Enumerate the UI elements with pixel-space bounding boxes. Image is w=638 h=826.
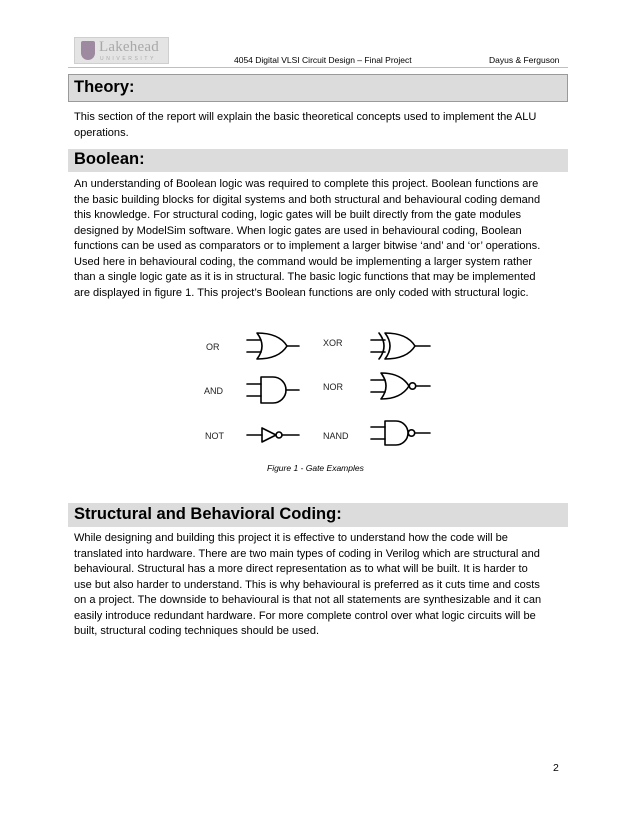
theory-heading: Theory: bbox=[74, 78, 135, 96]
boolean-line: than a single logic gate as it is in structural. The basic logic functions that may be implemented bbox=[74, 271, 536, 283]
figure-caption: Figure 1 - Gate Examples bbox=[267, 463, 364, 473]
boolean-heading: Boolean: bbox=[74, 150, 145, 168]
theory-line: This section of the report will explain the basic theoretical concepts used to implement the ALU bbox=[74, 111, 537, 123]
boolean-line: Used here in behavioural coding, the command would be implementing a larger system rather bbox=[74, 255, 533, 268]
boolean-line: designed by ModelSim software. When logic gates are used in behavioural coding, Boolean bbox=[74, 224, 522, 237]
gate-symbols bbox=[195, 323, 445, 453]
boolean-line: the basic building blocks for digital systems and both structural and behavioural coding demand bbox=[74, 193, 541, 206]
structural-line: easily introduce redundant hardware. For more complete control over what logic circuits will be bbox=[74, 609, 536, 622]
not-label: NOT bbox=[205, 431, 224, 441]
or-label: OR bbox=[206, 342, 220, 352]
structural-line: behavioural. Structural has a more direct representation as to what will be built. It is harder to bbox=[74, 563, 528, 575]
theory-heading-box bbox=[68, 74, 568, 102]
boolean-line: this knowledge. For structural coding, logic gates will be built directly from the gate modules bbox=[74, 209, 521, 221]
not-gate-icon bbox=[247, 428, 299, 442]
logo-subtext: UNIVERSITY bbox=[100, 56, 157, 62]
structural-line: While designing and building this project it is effective to understand how the code will be bbox=[74, 532, 508, 544]
authors: Dayus & Ferguson bbox=[489, 55, 560, 65]
boolean-line: are displayed in figure 1. This project’s Boolean functions are only coded with structural logic. bbox=[74, 286, 529, 299]
university-logo bbox=[74, 37, 169, 64]
boolean-line: functions can be used as comparators or to implement a larger bitwise ‘and’ and ‘or’ operations. bbox=[74, 240, 541, 252]
nor-label: NOR bbox=[323, 382, 343, 392]
crest-icon bbox=[81, 41, 95, 60]
structural-line: use but also harder to understand. This is why behavioural is preferred as it cuts time and costs bbox=[74, 578, 540, 591]
structural-line: on a project. The downside to behavioural is that not all statements are synthesizable and it can bbox=[74, 594, 542, 606]
theory-paragraph bbox=[74, 110, 566, 141]
document-title: 4054 Digital VLSI Circuit Design – Final Project bbox=[234, 55, 412, 65]
theory-line: operations. bbox=[74, 126, 129, 139]
or-gate-icon bbox=[247, 333, 299, 359]
boolean-paragraph bbox=[74, 177, 566, 301]
nor-gate-icon bbox=[371, 373, 430, 399]
xor-gate-icon bbox=[371, 333, 430, 359]
logo-wordmark: Lakehead bbox=[99, 39, 159, 55]
boolean-line: An understanding of Boolean logic was required to complete this project. Boolean functions are bbox=[74, 178, 539, 190]
structural-line: built, structural coding techniques should be used. bbox=[74, 625, 320, 637]
page-number: 2 bbox=[553, 762, 559, 774]
nand-gate-icon bbox=[371, 421, 430, 445]
and-gate-icon bbox=[247, 377, 299, 403]
header-rule bbox=[68, 67, 568, 68]
structural-heading: Structural and Behavioral Coding: bbox=[74, 505, 342, 523]
structural-paragraph bbox=[74, 531, 566, 640]
xor-label: XOR bbox=[323, 338, 343, 348]
structural-line: translated into hardware. There are two main types of coding in Verilog which are structural and bbox=[74, 547, 540, 560]
and-label: AND bbox=[204, 386, 224, 396]
gate-examples-figure bbox=[195, 323, 445, 453]
nand-label: NAND bbox=[323, 431, 349, 441]
